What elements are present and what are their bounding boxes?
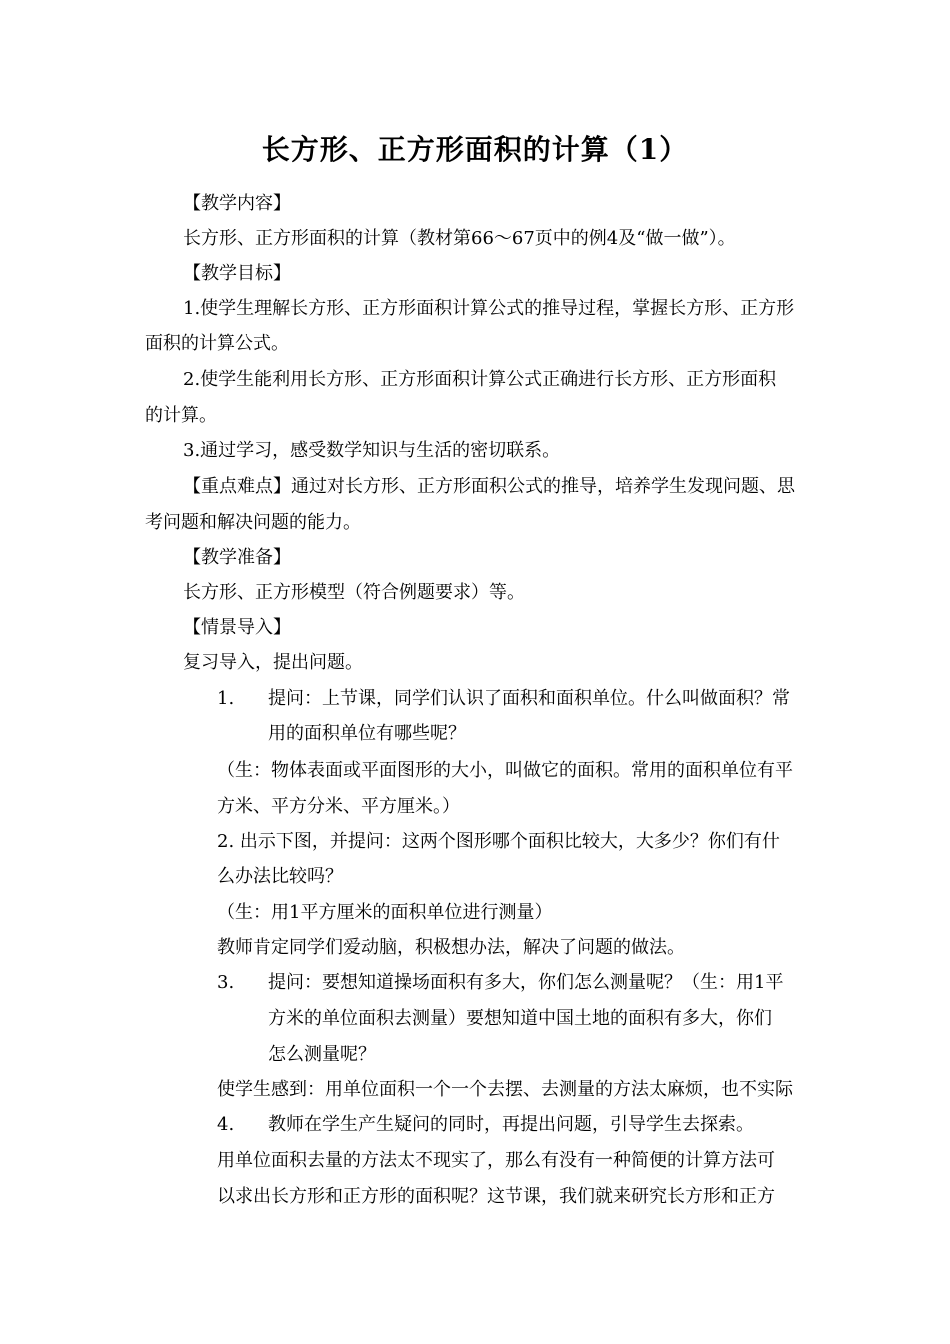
closing-line-1: 用单位面积去量的方法太不现实了，那么有没有一种简便的计算方法可 <box>217 1150 775 1171</box>
answer-1-line-2: 方米、平方分米、平方厘米。） <box>217 796 460 817</box>
item-3-line-2: 方米的单位面积去测量）要想知道中国土地的面积有多大，你们 <box>268 1008 772 1029</box>
goal-1-line-2: 面积的计算公式。 <box>145 333 289 354</box>
item-3-line-3: 怎么测量呢？ <box>268 1044 376 1065</box>
list-number-3: 3. <box>217 972 235 993</box>
item-2-line-2: 么办法比较吗？ <box>217 866 343 887</box>
goal-1-line-1: 1.使学生理解长方形、正方形面积计算公式的推导过程，掌握长方形、正方形 <box>183 298 795 319</box>
item-4: 教师在学生产生疑问的同时，再提出问题，引导学生去探索。 <box>268 1114 754 1135</box>
intro-heading: 【情景导入】 <box>183 617 291 638</box>
content-heading: 【教学内容】 <box>183 193 291 214</box>
content-text: 长方形、正方形面积的计算（教材第66～67页中的例4及“做一做”）。 <box>183 228 736 249</box>
goal-2-line-2: 的计算。 <box>145 405 217 426</box>
key-points-line-1: 【重点难点】通过对长方形、正方形面积公式的推导，培养学生发现问题、思 <box>183 476 795 497</box>
answer-2: （生：用1平方厘米的面积单位进行测量） <box>217 902 553 923</box>
item-1-line-2: 用的面积单位有哪些呢？ <box>268 723 466 744</box>
list-number-4: 4. <box>217 1114 235 1135</box>
item-1-line-1: 提问：上节课，同学们认识了面积和面积单位。什么叫做面积？常 <box>268 688 790 709</box>
prep-text: 长方形、正方形模型（符合例题要求）等。 <box>183 582 525 603</box>
answer-1-line-1: （生：物体表面或平面图形的大小，叫做它的面积。常用的面积单位有平 <box>217 760 793 781</box>
prep-heading: 【教学准备】 <box>183 547 291 568</box>
goal-3: 3.通过学习，感受数学知识与生活的密切联系。 <box>183 440 561 461</box>
intro-text: 复习导入，提出问题。 <box>183 652 363 673</box>
closing-line-2: 以求出长方形和正方形的面积呢？这节课，我们就来研究长方形和正方 <box>217 1186 775 1207</box>
teacher-praise: 教师肯定同学们爱动脑，积极想办法，解决了问题的做法。 <box>217 937 685 958</box>
goal-2-line-1: 2.使学生能利用长方形、正方形面积计算公式正确进行长方形、正方形面积 <box>183 369 777 390</box>
item-3-line-1: 提问：要想知道操场面积有多大，你们怎么测量呢？（生：用1平 <box>268 972 784 993</box>
student-feeling: 使学生感到：用单位面积一个一个去摆、去测量的方法太麻烦，也不实际 <box>217 1079 793 1100</box>
item-2-line-1: 2. 出示下图，并提问：这两个图形哪个面积比较大，大多少？你们有什 <box>217 831 780 852</box>
key-points-line-2: 考问题和解决问题的能力。 <box>145 512 361 533</box>
list-number-1: 1. <box>217 688 235 709</box>
goals-heading: 【教学目标】 <box>183 263 291 284</box>
document-title: 长方形、正方形面积的计算（1） <box>261 133 689 166</box>
